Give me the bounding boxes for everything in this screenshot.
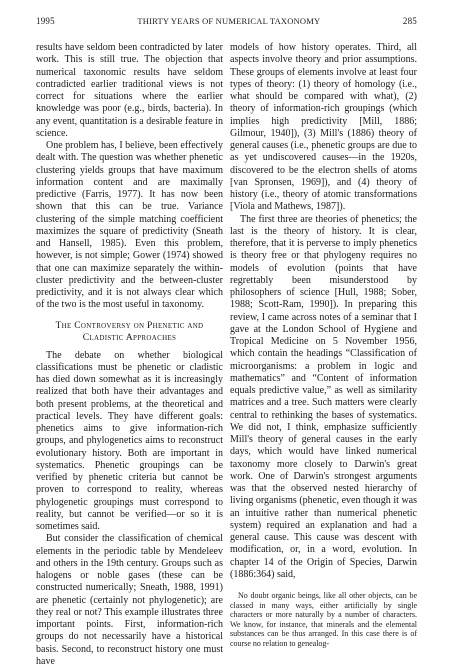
header-title: THIRTY YEARS OF NUMERICAL TAXONOMY (137, 16, 321, 26)
right-column (230, 42, 417, 648)
paragraph: One problem has, I believe, been effectively dealt with. The question was whether phenetic clustering yields groups that have maximum information content and are maximally predictive (Farris, 1977). It has now been shown that this can be true. Variance clustering of the simple matching coefficient maximizes the square of predictivity (Sneath and Hansell, 1985). Even this problem, however, is not simple; Gower (1974) showed that one can maximize separately the within-cluster predictivity and the between-cluster predictivity, and it is not always clear which of the two is the most useful in taxonomy. (36, 140, 223, 311)
left-column (36, 42, 223, 668)
paragraph: But consider the classification of chemical elements in the periodic table by Mendeleev and others in the 19th century. Groups such as halogens or noble gases (these can be constructed numerically; Sneath, 1988, 1991) are phenetic (certainly not phylogenetic); are they real or not? This example illustrates three important points. First, information-rich groups do not necessarily have a historical basis. Second, to reconstruct history one must have (36, 533, 223, 667)
paragraph: The debate on whether biological classifications must be phenetic or cladistic has died down somewhat as it is increasingly realized that both have their advantages and both present problems, at the theoretical and practical levels. They have different goals: phenetics aims to give information-rich groups, and phylogenetics aims to reconstruct evolutionary history. Both are important in systematics. Phenetic groupings can be verified by phenetic criteria but cannot be proven to correspond to reality, whereas phylogenetic groupings must correspond to reality, but cannot be verified—or so it is sometimes said. (36, 349, 223, 532)
paragraph: The first three are theories of phenetics; the last is the theory of history. It is clear, therefore, that it is perverse to imply phenetics is theory free or that phylogeny requires no models of evolution (points that have regrettably been misunderstood by philosophers of science [Hull, 1988; Sober, 1988; Scott-Ram, 1990]). In preparing this review, I came across notes of a seminar that I gave at the London School of Hygiene and Tropical Medicine on 5 November 1956, which contain the headings “Classification of microorganisms: a problem in logic and mathematics” and “Content of information equals predictive value,” as well as similarity matrices and a tree. Such matters were clearly central to rethinking the bases of systematics. We did not, I think, emphasize sufficiently Mill's theory of general causes in the early days, which would have linked numerical taxonomy more closely to Darwin's great work. One of Darwin's strongest arguments was that the observed nested hierarchy of living organisms (phenetic, even though it was an intuitive rather than numerical phenetic system) required an explanation and had a general cause. This cause was descent with modification, or, in a word, evolution. In chapter 14 of the Origin of Species, Darwin (1886:364) said, (230, 213, 417, 580)
section-heading: The Controversy on Phenetic and Cladistic Approaches (55, 320, 204, 343)
block-quote: No doubt organic beings, like all other objects, can be classed in many ways, either artificially by single characters or more naturally by a number of characters. We know, for instance, that minerals and the elemental substances can be thus arranged. In this case there is of course no relation to genealog- (230, 591, 417, 648)
paragraph: results have seldom been contradicted by later work. This is still true. The objection that numerical taxonomic results have seldom contradicted earlier traditional views is not correct for situations where the earlier knowledge was poor (e.g., birds, bacteria). In any event, quantitation is a desirable feature in science. (36, 42, 223, 139)
paragraph: models of how history operates. Third, all aspects involve theory and prior assumptions. These groups of elements involve at least four types of theory: (1) theory of homology (i.e., what should be compared with what), (2) theory of information-rich groupings (which implies high predictivity [Mill, 1886; Gilmour, 1940]), (3) Mill's (1886) theory of general causes (i.e., phenetic groups are due to as yet undiscovered causes—in the 1920s, discovered to be the electron shells of atoms [van Spronsen, 1969]), and (4) theory of history (i.e., theory of atomic transformations [Viola and Mathews, 1987]). (230, 42, 417, 213)
running-header (36, 16, 417, 26)
header-year: 1995 (36, 16, 55, 26)
header-page-number: 285 (402, 16, 417, 26)
